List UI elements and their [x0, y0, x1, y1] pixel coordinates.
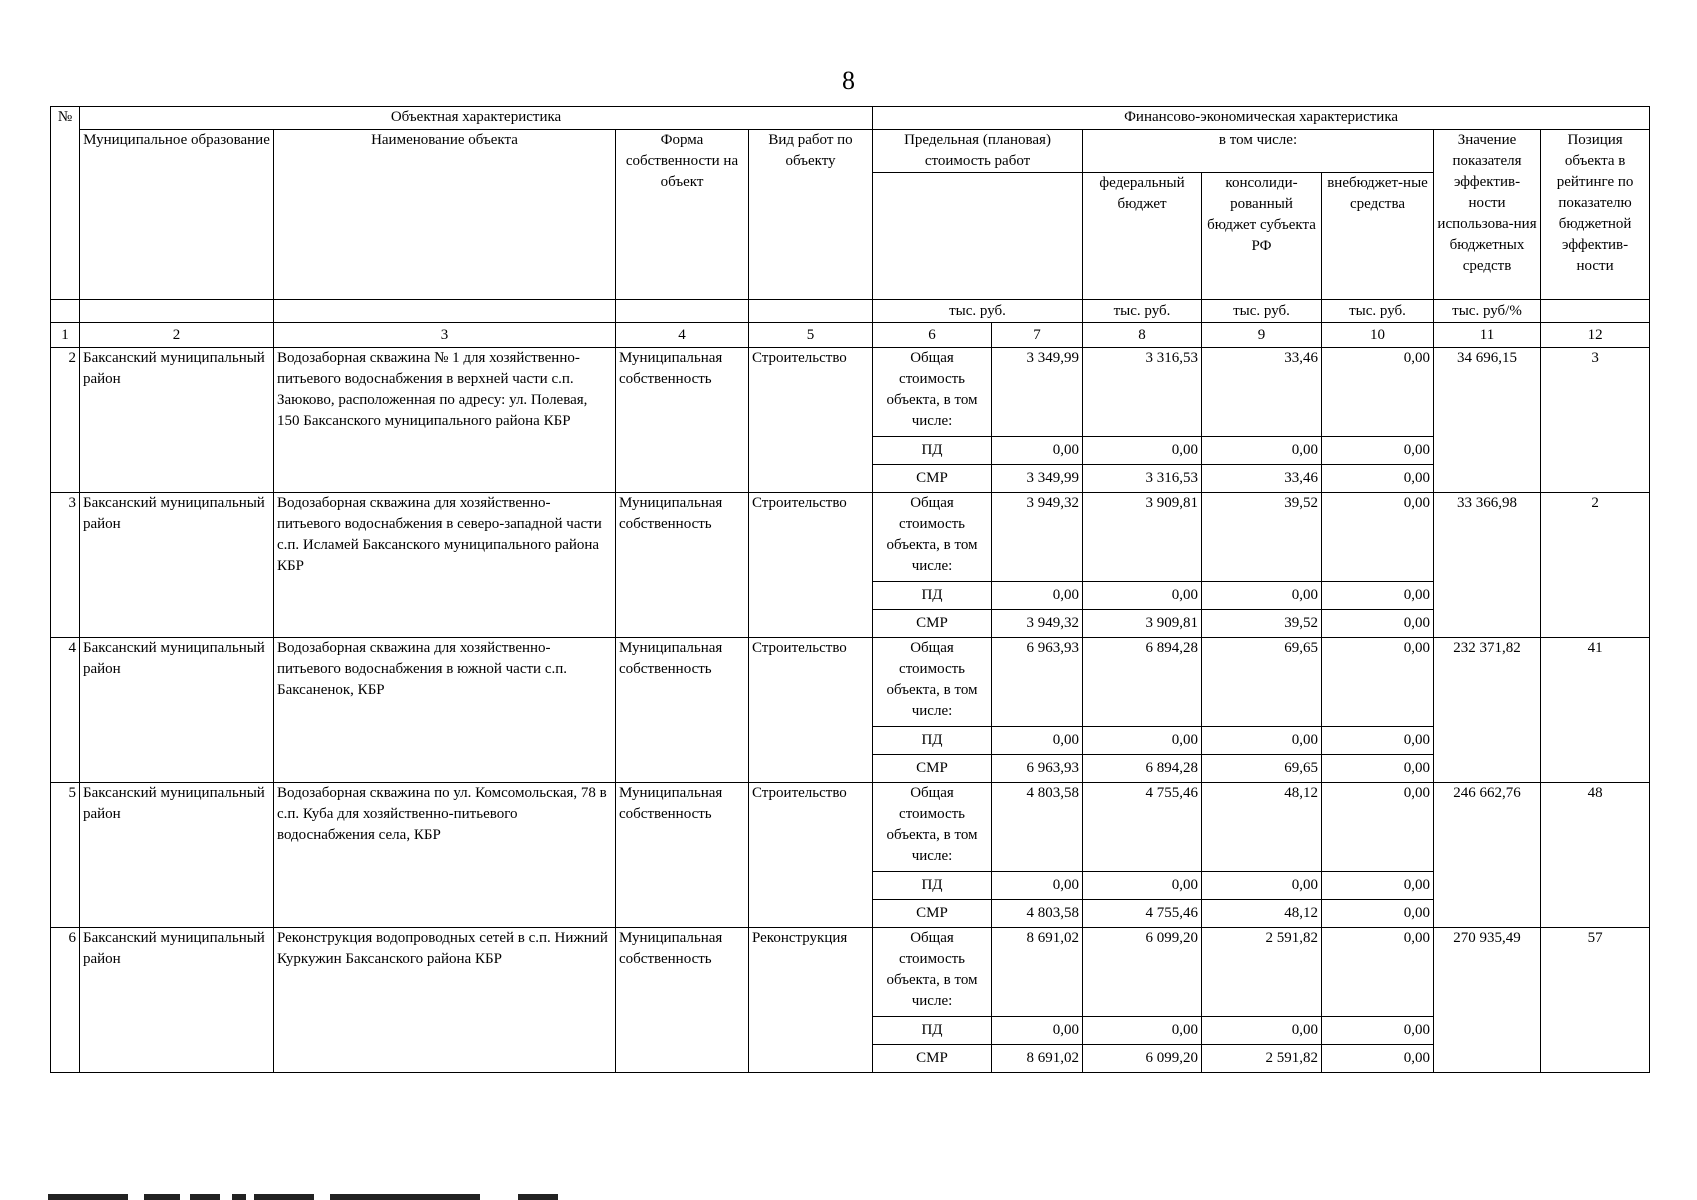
row-efficiency: 246 662,76 [1434, 783, 1541, 928]
row-rank: 3 [1541, 348, 1650, 493]
table-row [51, 638, 1650, 727]
unit-consolidated: тыс. руб. [1202, 300, 1322, 323]
column-number: 8 [1083, 323, 1202, 348]
header-municipality: Муниципальное образование [80, 130, 274, 300]
header-object-name: Наименование объекта [274, 130, 616, 300]
row-total-value: 4 803,58 [992, 783, 1083, 872]
column-number: 3 [274, 323, 616, 348]
footer-cut-text [48, 1191, 608, 1200]
row-total-value: 0,00 [1322, 783, 1434, 872]
unit-empty-2 [80, 300, 274, 323]
row-smr-value: 8 691,02 [992, 1045, 1083, 1073]
row-total-value: 3 949,32 [992, 493, 1083, 582]
unit-empty-12 [1541, 300, 1650, 323]
row-pd-label: ПД [873, 582, 992, 610]
row-smr-value: 0,00 [1322, 755, 1434, 783]
column-number: 10 [1322, 323, 1434, 348]
row-pd-value: 0,00 [992, 437, 1083, 465]
row-rank: 57 [1541, 928, 1650, 1073]
row-municipality: Баксанский муниципальный район [80, 928, 274, 1073]
row-number: 4 [51, 638, 80, 783]
unit-empty-5 [749, 300, 873, 323]
header-object-char: Объектная характеристика [80, 107, 873, 130]
row-number: 2 [51, 348, 80, 493]
column-number: 11 [1434, 323, 1541, 348]
row-pd-value: 0,00 [1322, 872, 1434, 900]
table-row [51, 783, 1650, 872]
row-municipality: Баксанский муниципальный район [80, 638, 274, 783]
table-row [51, 493, 1650, 582]
row-total-value: 48,12 [1202, 783, 1322, 872]
row-work-type: Строительство [749, 348, 873, 493]
row-total-value: 3 316,53 [1083, 348, 1202, 437]
row-object-name: Водозаборная скважина по ул. Комсомольская, 78 в с.п. Куба для хозяйственно-питьевого водоснабжения села, КБР [274, 783, 616, 928]
row-pd-value: 0,00 [1322, 582, 1434, 610]
row-pd-value: 0,00 [1202, 1017, 1322, 1045]
row-smr-value: 6 963,93 [992, 755, 1083, 783]
row-pd-value: 0,00 [1322, 1017, 1434, 1045]
row-smr-value: 6 099,20 [1083, 1045, 1202, 1073]
header-row-2 [51, 130, 1650, 173]
row-ownership: Муниципальная собственность [616, 493, 749, 638]
row-smr-label: СМР [873, 465, 992, 493]
row-smr-value: 6 894,28 [1083, 755, 1202, 783]
unit-empty-4 [616, 300, 749, 323]
row-pd-value: 0,00 [992, 872, 1083, 900]
unit-extrabudget: тыс. руб. [1322, 300, 1434, 323]
row-work-type: Строительство [749, 783, 873, 928]
row-pd-value: 0,00 [1083, 727, 1202, 755]
header-federal: федеральный бюджет [1083, 173, 1202, 300]
row-pd-value: 0,00 [1322, 437, 1434, 465]
row-smr-value: 33,46 [1202, 465, 1322, 493]
row-total-value: 6 099,20 [1083, 928, 1202, 1017]
header-units-row [51, 300, 1650, 323]
row-total-value: 0,00 [1322, 348, 1434, 437]
column-number: 7 [992, 323, 1083, 348]
row-pd-value: 0,00 [992, 1017, 1083, 1045]
row-ownership: Муниципальная собственность [616, 348, 749, 493]
header-including: в том числе: [1083, 130, 1434, 173]
row-pd-value: 0,00 [1083, 582, 1202, 610]
row-total-value: 0,00 [1322, 638, 1434, 727]
row-work-type: Реконструкция [749, 928, 873, 1073]
column-number: 5 [749, 323, 873, 348]
row-pd-value: 0,00 [1083, 1017, 1202, 1045]
row-smr-value: 0,00 [1322, 900, 1434, 928]
row-smr-value: 0,00 [1322, 610, 1434, 638]
row-total-value: 4 755,46 [1083, 783, 1202, 872]
row-smr-label: СМР [873, 1045, 992, 1073]
row-number: 5 [51, 783, 80, 928]
row-smr-label: СМР [873, 755, 992, 783]
unit-efficiency: тыс. руб/% [1434, 300, 1541, 323]
row-pd-value: 0,00 [1202, 727, 1322, 755]
row-efficiency: 34 696,15 [1434, 348, 1541, 493]
header-cost-spacer [873, 173, 1083, 300]
header-no: № [51, 107, 80, 300]
row-smr-value: 69,65 [1202, 755, 1322, 783]
row-total-value: 3 909,81 [1083, 493, 1202, 582]
row-work-type: Строительство [749, 493, 873, 638]
unit-federal: тыс. руб. [1083, 300, 1202, 323]
column-number: 1 [51, 323, 80, 348]
row-ownership: Муниципальная собственность [616, 638, 749, 783]
row-object-name: Водозаборная скважина для хозяйственно-питьевого водоснабжения в северо-западной части с.п. Исламей Баксанского муниципального района КБР [274, 493, 616, 638]
row-ownership: Муниципальная собственность [616, 783, 749, 928]
row-pd-label: ПД [873, 437, 992, 465]
row-total-value: 39,52 [1202, 493, 1322, 582]
column-number: 9 [1202, 323, 1322, 348]
row-total-value: 6 894,28 [1083, 638, 1202, 727]
row-smr-value: 3 316,53 [1083, 465, 1202, 493]
row-object-name: Водозаборная скважина для хозяйственно-питьевого водоснабжения в южной части с.п. Баксаненок, КБР [274, 638, 616, 783]
row-total-value: 2 591,82 [1202, 928, 1322, 1017]
row-pd-value: 0,00 [1202, 872, 1322, 900]
table-row [51, 348, 1650, 437]
row-pd-value: 0,00 [992, 582, 1083, 610]
row-total-value: 33,46 [1202, 348, 1322, 437]
header-cost: Предельная (плановая) стоимость работ [873, 130, 1083, 173]
row-smr-value: 4 755,46 [1083, 900, 1202, 928]
row-pd-value: 0,00 [1202, 582, 1322, 610]
objects-table [50, 106, 1650, 1073]
row-total-label: Общая стоимость объекта, в том числе: [873, 348, 992, 437]
page-number: 8 [842, 66, 855, 95]
row-pd-value: 0,00 [1202, 437, 1322, 465]
header-row-1 [51, 107, 1650, 130]
row-efficiency: 270 935,49 [1434, 928, 1541, 1073]
row-number: 6 [51, 928, 80, 1073]
row-smr-value: 48,12 [1202, 900, 1322, 928]
row-object-name: Реконструкция водопроводных сетей в с.п. Нижний Куркужин Баксанского района КБР [274, 928, 616, 1073]
row-ownership: Муниципальная собственность [616, 928, 749, 1073]
row-rank: 2 [1541, 493, 1650, 638]
row-work-type: Строительство [749, 638, 873, 783]
row-smr-value: 39,52 [1202, 610, 1322, 638]
row-total-value: 6 963,93 [992, 638, 1083, 727]
column-numbers-row [51, 323, 1650, 348]
row-smr-value: 0,00 [1322, 465, 1434, 493]
row-total-value: 3 349,99 [992, 348, 1083, 437]
row-object-name: Водозаборная скважина № 1 для хозяйственно-питьевого водоснабжения в верхней части с.п. Заюково, расположенная по адресу: ул. Полевая, 150 Баксанского муниципального района КБР [274, 348, 616, 493]
row-municipality: Баксанский муниципальный район [80, 783, 274, 928]
row-smr-value: 2 591,82 [1202, 1045, 1322, 1073]
row-efficiency: 33 366,98 [1434, 493, 1541, 638]
row-pd-value: 0,00 [1083, 872, 1202, 900]
row-smr-label: СМР [873, 900, 992, 928]
row-pd-value: 0,00 [1083, 437, 1202, 465]
row-smr-label: СМР [873, 610, 992, 638]
column-number: 12 [1541, 323, 1650, 348]
row-smr-value: 4 803,58 [992, 900, 1083, 928]
row-number: 3 [51, 493, 80, 638]
row-total-label: Общая стоимость объекта, в том числе: [873, 783, 992, 872]
table-row [51, 928, 1650, 1017]
row-total-label: Общая стоимость объекта, в том числе: [873, 928, 992, 1017]
row-smr-value: 3 909,81 [1083, 610, 1202, 638]
row-pd-label: ПД [873, 1017, 992, 1045]
row-total-label: Общая стоимость объекта, в том числе: [873, 493, 992, 582]
unit-empty-3 [274, 300, 616, 323]
row-total-value: 8 691,02 [992, 928, 1083, 1017]
row-total-value: 0,00 [1322, 928, 1434, 1017]
row-pd-value: 0,00 [992, 727, 1083, 755]
row-smr-value: 3 349,99 [992, 465, 1083, 493]
header-fin-char: Финансово-экономическая характеристика [873, 107, 1650, 130]
row-total-value: 69,65 [1202, 638, 1322, 727]
row-municipality: Баксанский муниципальный район [80, 493, 274, 638]
header-consolidated: консолиди-рованный бюджет субъекта РФ [1202, 173, 1322, 300]
row-pd-value: 0,00 [1322, 727, 1434, 755]
row-total-value: 0,00 [1322, 493, 1434, 582]
unit-empty-1 [51, 300, 80, 323]
unit-cost: тыс. руб. [873, 300, 1083, 323]
row-efficiency: 232 371,82 [1434, 638, 1541, 783]
row-pd-label: ПД [873, 872, 992, 900]
row-rank: 48 [1541, 783, 1650, 928]
header-rank: Позиция объекта в рейтинге по показателю бюджетной эффектив-ности [1541, 130, 1650, 300]
row-rank: 41 [1541, 638, 1650, 783]
row-municipality: Баксанский муниципальный район [80, 348, 274, 493]
column-number: 2 [80, 323, 274, 348]
header-efficiency: Значение показателя эффектив-ности использова-ния бюджетных средств [1434, 130, 1541, 300]
row-smr-value: 0,00 [1322, 1045, 1434, 1073]
row-total-label: Общая стоимость объекта, в том числе: [873, 638, 992, 727]
header-extrabudget: внебюджет-ные средства [1322, 173, 1434, 300]
row-pd-label: ПД [873, 727, 992, 755]
column-number: 4 [616, 323, 749, 348]
row-smr-value: 3 949,32 [992, 610, 1083, 638]
header-work-type: Вид работ по объекту [749, 130, 873, 300]
column-number: 6 [873, 323, 992, 348]
header-ownership: Форма собственности на объект [616, 130, 749, 300]
